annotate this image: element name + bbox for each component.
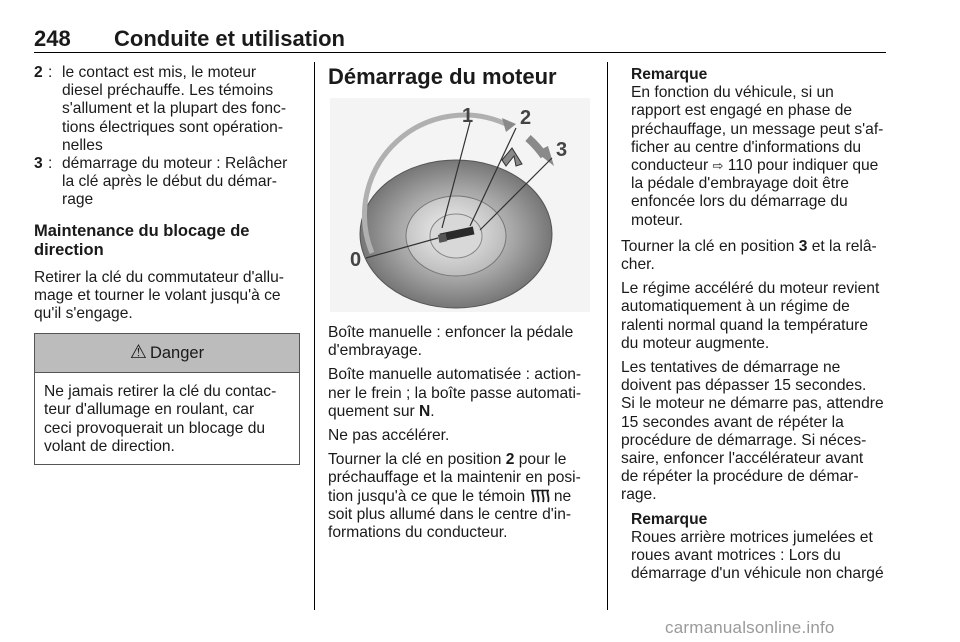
page-ref-arrow-icon: ⇨: [712, 158, 724, 174]
column-divider-1: [314, 62, 315, 610]
danger-text: Ne jamais retirer la clé du contac- teur d'allumage en roulant, car ceci provoquerait un blocage du volant de direction.: [44, 383, 277, 455]
header-rule: [34, 52, 886, 53]
list-item-2: 2 : le contact est mis, le moteur diesel préchauffe. Les témoins s'allument et la plupart des fonc- tions électriques sont opération- nelles: [34, 64, 287, 154]
paragraph: Boîte manuelle : enfoncer la pédale d'embrayage.: [328, 324, 574, 360]
paragraph: Tourner la clé en position 3 et la relâ- cher.: [621, 237, 877, 274]
paragraph: Les tentatives de démarrage ne doivent pas dépasser 15 secondes. Si le moteur ne démarre pas, attendre 15 secondes avant de répéter la procédure de démarrage. Si néces- saire, enfoncer l'accélérateur avant de répéter la procédure de démar- rage.: [621, 359, 884, 504]
position-label-0: 0: [350, 249, 362, 271]
position-label-3: 3: [556, 139, 568, 161]
paragraph: Retirer la clé du commutateur d'allu- mage et tourner le volant jusqu'à ce qu'il s'engage.: [34, 268, 284, 323]
section-title: Démarrage du moteur: [328, 64, 557, 89]
paragraph: Le régime accéléré du moteur revient automatiquement à un régime de ralenti normal quand la température du moteur augmente.: [621, 280, 880, 352]
remark-note-2: Remarque Roues arrière motrices jumelées et roues avant motrices : Lors du démarrage d'un véhicule non chargé: [621, 511, 893, 584]
remark-title: Remarque: [631, 66, 708, 83]
danger-header: [35, 334, 299, 373]
remark-note-1: Remarque En fonction du véhicule, si un rapport est engagé en phase de préchauffage, un message peut s'af- ficher au centre d'informations du conducteur ⇨ 110 pour indiquer que la pédale d'embrayage doit être enfoncée lors du démarrage du moteur.: [621, 66, 893, 230]
danger-title: Danger: [149, 344, 205, 363]
column-3: [621, 66, 893, 583]
warning-triangle-icon: ⚠: [129, 342, 147, 364]
glow-plug-icon: [530, 489, 550, 503]
page-header: [34, 26, 886, 52]
position-label-1: 1: [462, 105, 474, 127]
page-title: Conduite et utilisation: [114, 26, 345, 51]
item-number: 3: [34, 155, 43, 173]
page-reference[interactable]: 110: [727, 157, 753, 175]
position-label-2: 2: [520, 107, 532, 129]
paragraph: Tourner la clé en position 2 pour le préchauffage et la maintenir en posi- tion jusqu'à ce que le témoin ne soit plus allumé dans le centre d'in- formations du conducteur.: [328, 451, 581, 542]
item-number: 2: [34, 64, 43, 81]
list-item-3: 3 : démarrage du moteur : Relâcher la clé après le début du démar- rage: [34, 155, 288, 209]
section-heading: Maintenance du blocage de direction: [34, 221, 250, 259]
watermark: carmanualsonline.info: [665, 618, 835, 637]
column-divider-2: [607, 62, 608, 610]
column-1: [34, 64, 300, 465]
ignition-switch-figure: [330, 98, 590, 312]
danger-box: [34, 333, 300, 465]
paragraph: Boîte manuelle automatisée : action- ner le frein ; la boîte passe automati- quement sur N.: [328, 366, 582, 420]
column-2-text: [328, 324, 596, 548]
paragraph: Ne pas accélérer.: [328, 427, 450, 445]
page-number: 248: [34, 26, 71, 51]
remark-title: Remarque: [631, 510, 708, 528]
